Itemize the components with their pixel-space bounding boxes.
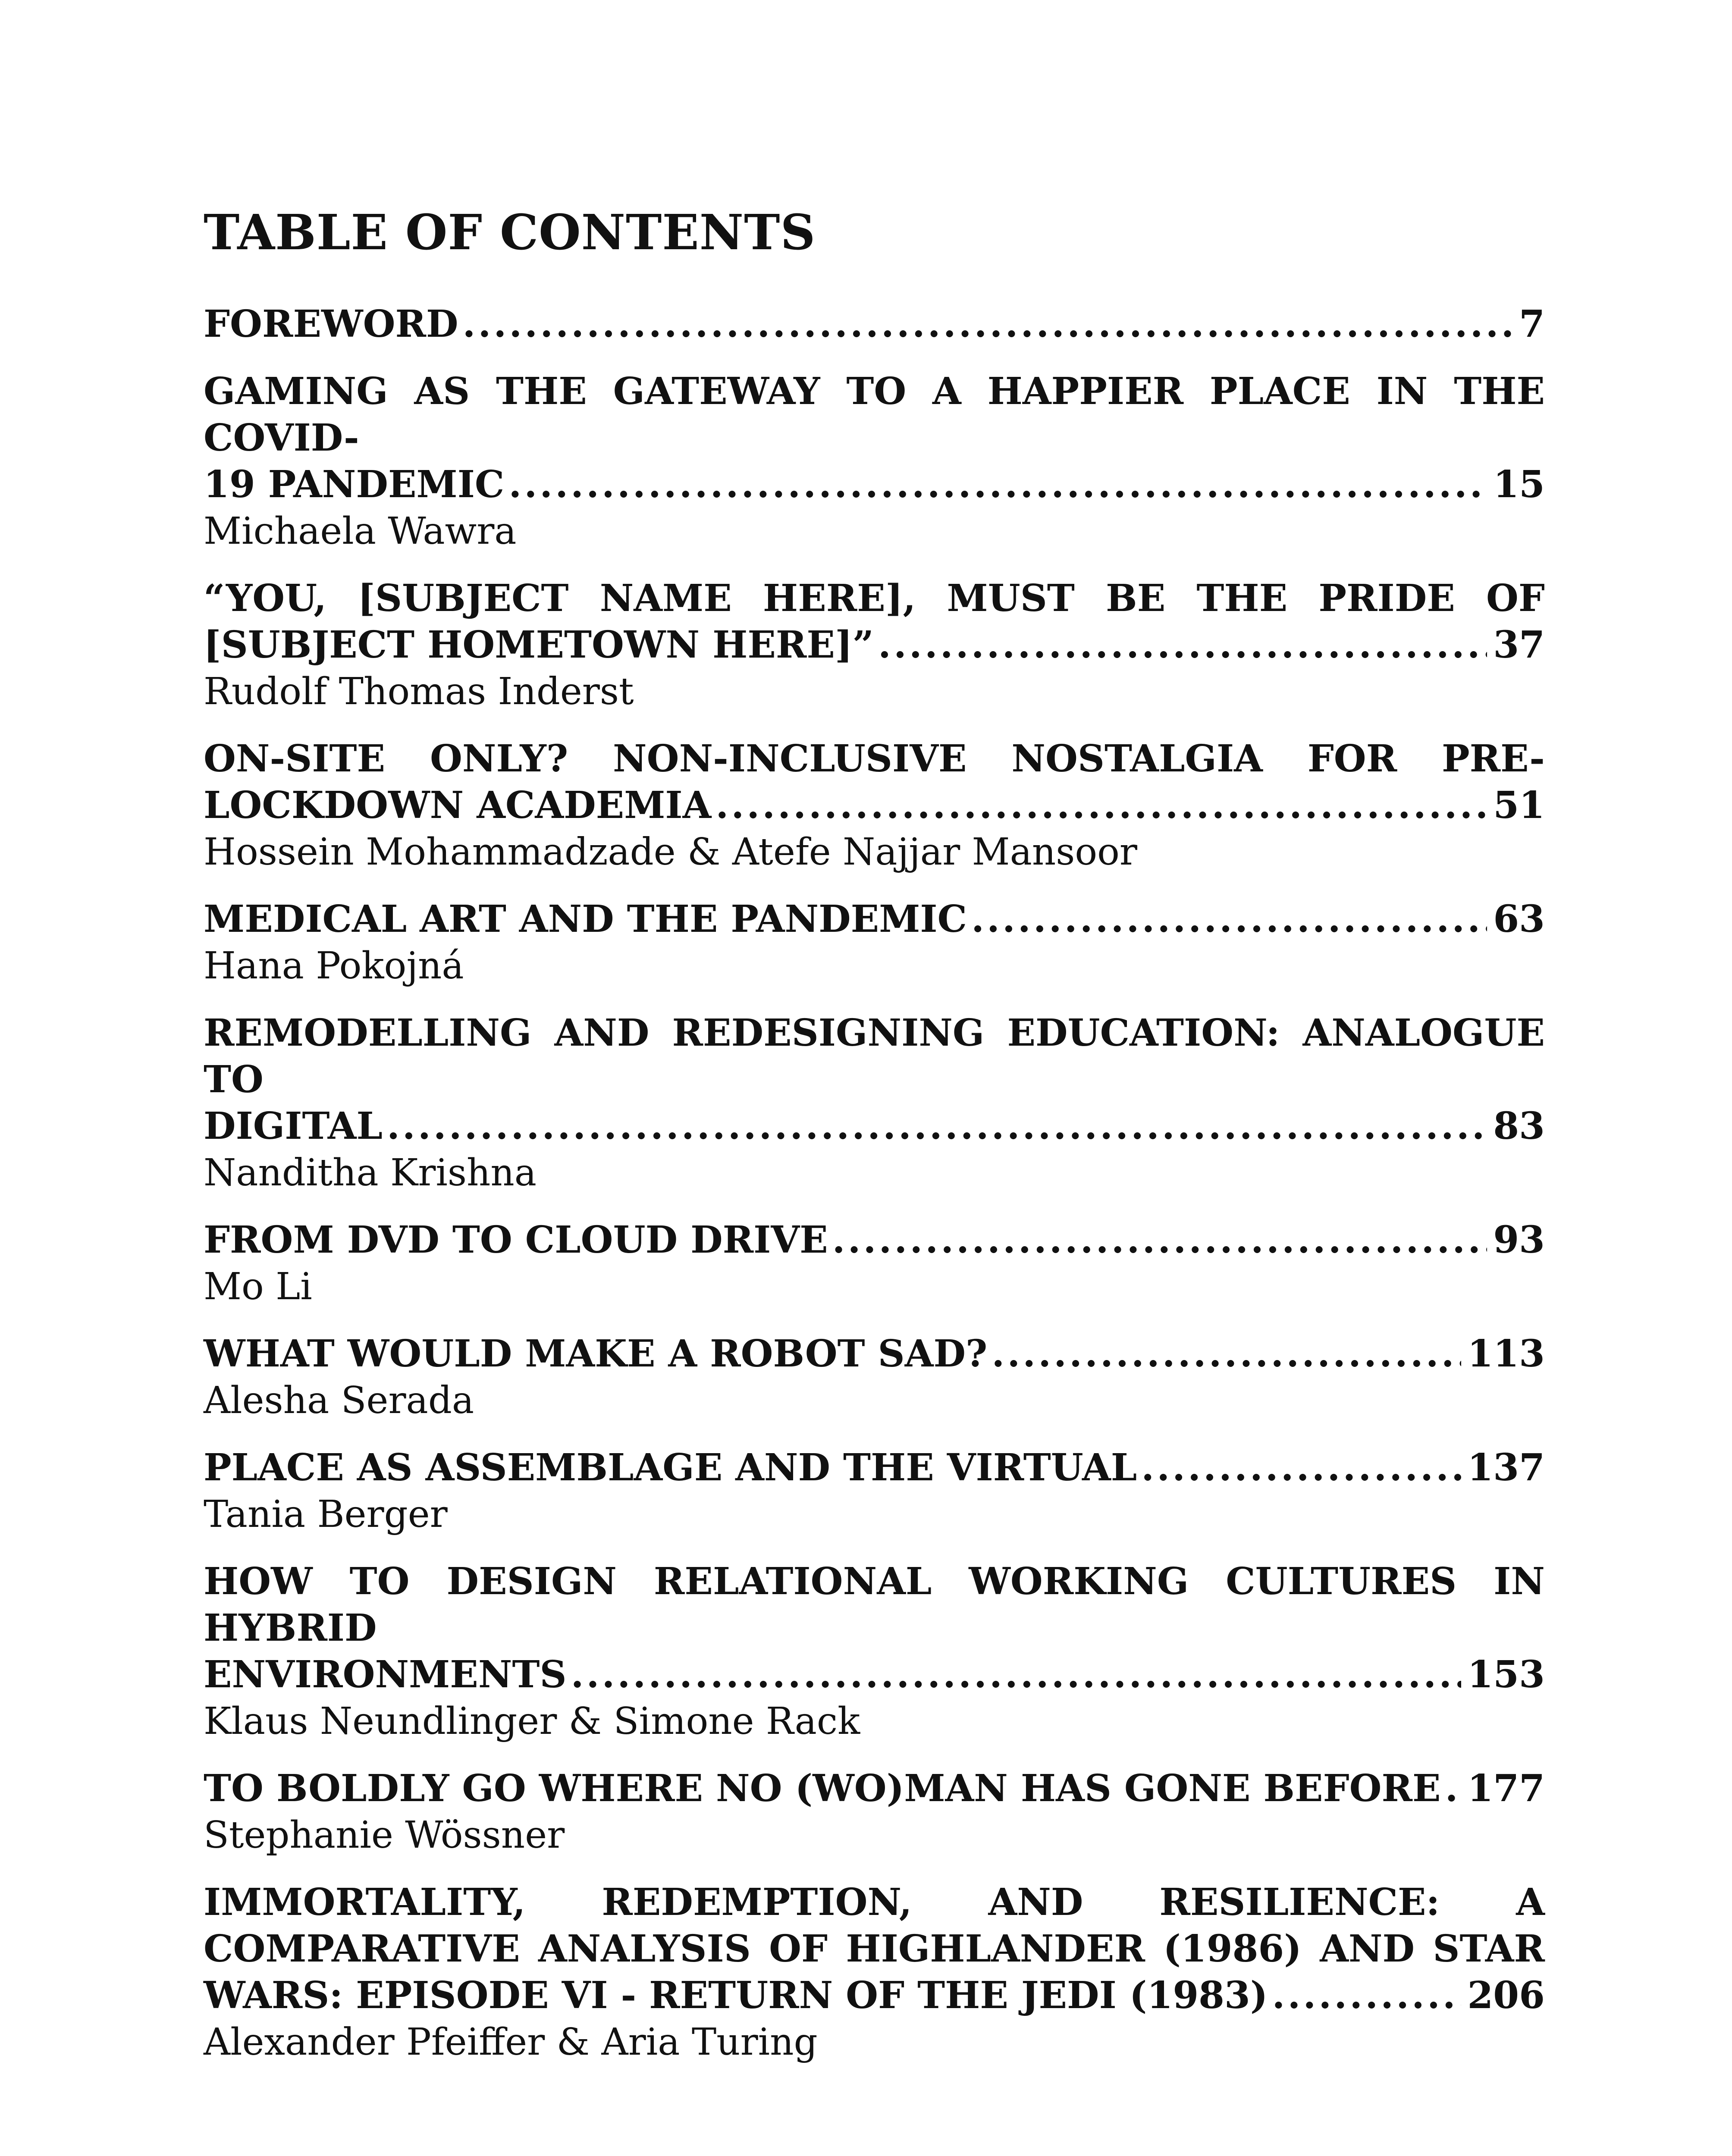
toc-entry-title — [204, 736, 1545, 829]
toc-author: Hossein Mohammadzade & Atefe Najjar Mansoor — [204, 830, 1138, 874]
dot-leader — [878, 622, 1487, 668]
toc-title-last-line — [204, 1765, 1545, 1812]
toc-author: Tania Berger — [204, 1493, 448, 1536]
dot-leader — [1141, 1445, 1461, 1491]
page-number: 206 — [1467, 1974, 1545, 2017]
dot-leader — [463, 301, 1513, 348]
page-number: 83 — [1493, 1104, 1545, 1148]
toc-title-text: PLACE AS ASSEMBLAGE AND THE VIRTUAL — [204, 1446, 1137, 1489]
toc-title-line: HOW TO DESIGN RELATIONAL WORKING CULTURES IN HYBRID — [204, 1560, 1545, 1650]
toc-author: Michaela Wawra — [204, 510, 517, 553]
dot-leader — [832, 1217, 1487, 1263]
toc-title-text: FOREWORD — [204, 302, 458, 346]
toc-entry-title — [204, 575, 1545, 668]
toc-entry[interactable] — [204, 575, 1545, 715]
toc-entry-title — [204, 1331, 1545, 1377]
toc-author: Alexander Pfeiffer & Aria Turing — [204, 2021, 818, 2064]
toc-title-line: ON-SITE ONLY? NON-INCLUSIVE NOSTALGIA FOR PRE- — [204, 737, 1545, 780]
page-number: 93 — [1493, 1218, 1545, 1262]
dot-leader — [1445, 1765, 1462, 1812]
toc-title-text: DIGITAL — [204, 1104, 383, 1148]
toc-title-last-line — [204, 1103, 1545, 1150]
toc-title-last-line — [204, 301, 1545, 348]
toc-entry[interactable] — [204, 1879, 1545, 2065]
toc-entry[interactable] — [204, 1765, 1545, 1858]
toc-title-text: 19 PANDEMIC — [204, 463, 505, 506]
toc-entry[interactable] — [204, 368, 1545, 555]
toc-entry[interactable] — [204, 736, 1545, 875]
toc-author: Nanditha Krishna — [204, 1151, 537, 1194]
dot-leader — [992, 1331, 1461, 1377]
toc-title-text: TO BOLDLY GO WHERE NO (WO)MAN HAS GONE BEFORE — [204, 1767, 1441, 1810]
toc-title-line: GAMING AS THE GATEWAY TO A HAPPIER PLACE IN THE COVID- — [204, 370, 1545, 460]
page-number: 15 — [1493, 463, 1545, 506]
page-title: TABLE OF CONTENTS — [204, 204, 816, 261]
toc-title-text: FROM DVD TO CLOUD DRIVE — [204, 1218, 828, 1262]
toc-title-last-line — [204, 896, 1545, 943]
toc-title-text: WARS: EPISODE VI - RETURN OF THE JEDI (1983) — [204, 1974, 1268, 2017]
toc-title-last-line — [204, 622, 1545, 668]
toc-entry-title — [204, 1217, 1545, 1263]
dot-leader — [1272, 1972, 1462, 2019]
toc-entry-title — [204, 1879, 1545, 2019]
toc-entry-title — [204, 1010, 1545, 1150]
toc-title-last-line — [204, 1972, 1545, 2019]
page-number: 113 — [1467, 1332, 1545, 1376]
toc-title-text: WHAT WOULD MAKE A ROBOT SAD? — [204, 1332, 988, 1376]
page-number: 7 — [1519, 302, 1545, 346]
toc-title-text: ENVIRONMENTS — [204, 1653, 567, 1696]
page-number: 137 — [1467, 1446, 1545, 1489]
toc-entry-title — [204, 301, 1545, 348]
toc-title-line: “YOU, [SUBJECT NAME HERE], MUST BE THE PRIDE OF — [204, 577, 1545, 620]
toc-title-last-line — [204, 1445, 1545, 1491]
dot-leader — [387, 1103, 1487, 1150]
toc-title-last-line — [204, 1331, 1545, 1377]
toc-author: Stephanie Wössner — [204, 1814, 565, 1857]
toc-entry[interactable] — [204, 896, 1545, 989]
toc-title-last-line — [204, 1217, 1545, 1263]
dot-leader — [571, 1651, 1462, 1698]
toc-list — [204, 301, 1545, 2065]
dot-leader — [715, 782, 1487, 829]
toc-page — [204, 203, 1545, 2086]
toc-author: Klaus Neundlinger & Simone Rack — [204, 1700, 860, 1743]
page-number: 51 — [1493, 783, 1545, 827]
toc-entry[interactable] — [204, 1445, 1545, 1538]
toc-entry[interactable] — [204, 301, 1545, 348]
toc-entry-title — [204, 368, 1545, 508]
toc-title-text: MEDICAL ART AND THE PANDEMIC — [204, 897, 967, 941]
toc-author: Alesha Serada — [204, 1379, 474, 1422]
toc-title-last-line — [204, 782, 1545, 829]
page-number: 37 — [1493, 623, 1545, 667]
toc-title-line: IMMORTALITY, REDEMPTION, AND RESILIENCE: A — [204, 1880, 1545, 1924]
toc-title-line: COMPARATIVE ANALYSIS OF HIGHLANDER (1986) AND STAR — [204, 1927, 1545, 1971]
toc-entry[interactable] — [204, 1217, 1545, 1310]
dot-leader — [971, 896, 1487, 943]
toc-entry-title — [204, 1765, 1545, 1812]
toc-title-line: REMODELLING AND REDESIGNING EDUCATION: ANALOGUE TO — [204, 1011, 1545, 1101]
toc-author: Rudolf Thomas Inderst — [204, 670, 634, 713]
toc-entry-title — [204, 1558, 1545, 1698]
toc-title-text: LOCKDOWN ACADEMIA — [204, 783, 712, 827]
toc-title-text: [SUBJECT HOMETOWN HERE]” — [204, 623, 874, 667]
toc-entry[interactable] — [204, 1331, 1545, 1424]
toc-author: Hana Pokojná — [204, 944, 464, 987]
toc-entry-title — [204, 1445, 1545, 1491]
page-number: 177 — [1467, 1767, 1545, 1810]
toc-title-last-line — [204, 1651, 1545, 1698]
page-number: 153 — [1467, 1653, 1545, 1696]
toc-entry-title — [204, 896, 1545, 943]
toc-title-last-line — [204, 461, 1545, 508]
page-number: 63 — [1493, 897, 1545, 941]
toc-entry[interactable] — [204, 1558, 1545, 1745]
dot-leader — [508, 461, 1487, 508]
toc-entry[interactable] — [204, 1010, 1545, 1196]
toc-author: Mo Li — [204, 1265, 312, 1308]
